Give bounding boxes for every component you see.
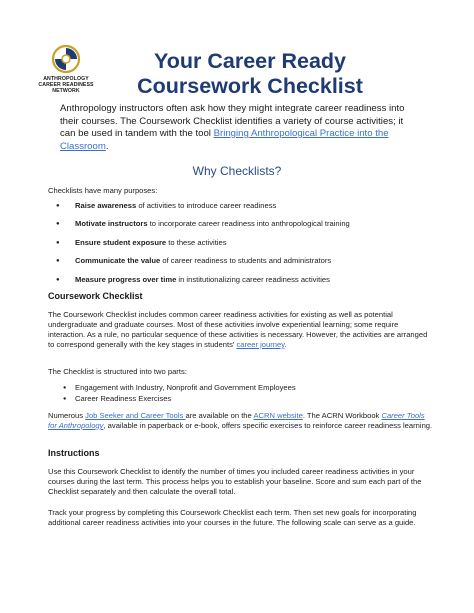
page-title [100, 49, 400, 99]
intro-paragraph [60, 103, 415, 153]
logo-line-2: CAREER READINESS [38, 82, 94, 88]
resources-paragraph [48, 411, 433, 431]
resources-text-3: . The ACRN Workbook [302, 411, 382, 420]
logo-line-1: ANTHROPOLOGY [43, 76, 89, 82]
list-item [56, 219, 436, 229]
list-item [56, 256, 436, 266]
purpose-rest: to incorporate career readiness into anthropological training [147, 219, 350, 229]
resources-text-2: are available on the [185, 411, 254, 420]
why-checklists-heading: Why Checklists? [192, 164, 282, 178]
intro-link[interactable]: Bringing Anthropological Practice into the Classroom [60, 128, 389, 152]
purpose-bold: Raise awareness [75, 201, 137, 210]
title-line-2: Coursework Checklist [137, 74, 363, 98]
list-item: ● Engagement with Industry, Nonprofit and Government Employees [63, 383, 423, 394]
coursework-end: . [284, 340, 287, 349]
purpose-bold: Ensure student exposure [75, 237, 167, 247]
list-item: ● Career Readiness Exercises [63, 394, 423, 405]
workbook-title: Career Tools for Anthropology [48, 411, 425, 430]
acrn-emblem-icon [51, 44, 81, 74]
coursework-paragraph [48, 310, 433, 350]
list-item [56, 238, 436, 248]
purpose-rest: to these activities [166, 237, 227, 247]
acrn-website-link[interactable]: ACRN website [253, 411, 303, 420]
purposes-lead: Checklists have many purposes: [48, 186, 158, 195]
list-item [56, 275, 436, 285]
purpose-bold: Measure progress over time [75, 274, 177, 284]
purpose-rest: of activities to introduce career readiness [136, 201, 277, 210]
logo-wordmark [30, 76, 102, 94]
purpose-rest: in institutionalizing career readiness activities [176, 274, 330, 284]
structure-lead: The Checklist is structured into two parts: [48, 367, 187, 376]
resources-text-4: , available in paperback or e-book, offers specific exercises to reinforce career readiness learning. [103, 421, 433, 430]
coursework-heading: Coursework Checklist [48, 291, 143, 301]
purpose-bold: Motivate instructors [75, 219, 148, 229]
title-line-1: Your Career Ready [154, 49, 346, 73]
coursework-text: The Coursework Checklist includes common career readiness activities for existing as well as potential undergraduate and graduate courses. Most of these activities involve experiential learning; some require interaction. As a rule, no particular sequence of these activities is necessary. However, the activities are arranged to correspond generally with the key stages in students' [48, 310, 428, 349]
purpose-rest: of career readiness to students and administrators [160, 256, 332, 266]
career-journey-link[interactable]: career journey [236, 340, 285, 349]
list-item [56, 201, 436, 211]
acrn-logo [30, 44, 102, 94]
purpose-bold: Communicate the value [75, 256, 161, 266]
logo-line-3: NETWORK [52, 88, 80, 94]
instructions-heading: Instructions [48, 448, 100, 458]
intro-end: . [105, 140, 109, 152]
parts-list [63, 383, 423, 404]
purposes-list [56, 201, 436, 293]
intro-text: Anthropology instructors often ask how they might integrate career readiness into their courses. The Coursework Checklist identifies a variety of course activities; it can be used in tandem with the tool [60, 103, 405, 139]
instructions-paragraph-1: Use this Coursework Checklist to identify the number of times you included career readiness activities in your courses during the last term. This process helps you to establish your baseline. Score and sum each part of the Checklist separately and then calculate the overall total. [48, 467, 422, 496]
resources-text-1: Numerous [48, 411, 86, 420]
career-tools-link[interactable]: Job Seeker and Career Tools [85, 411, 186, 420]
instructions-paragraph-2: Track your progress by completing this Coursework Checklist each term. Then set new goals for incorporating additional career readiness activities into your courses in the future. The following scale can serve as a guide. [48, 508, 417, 527]
